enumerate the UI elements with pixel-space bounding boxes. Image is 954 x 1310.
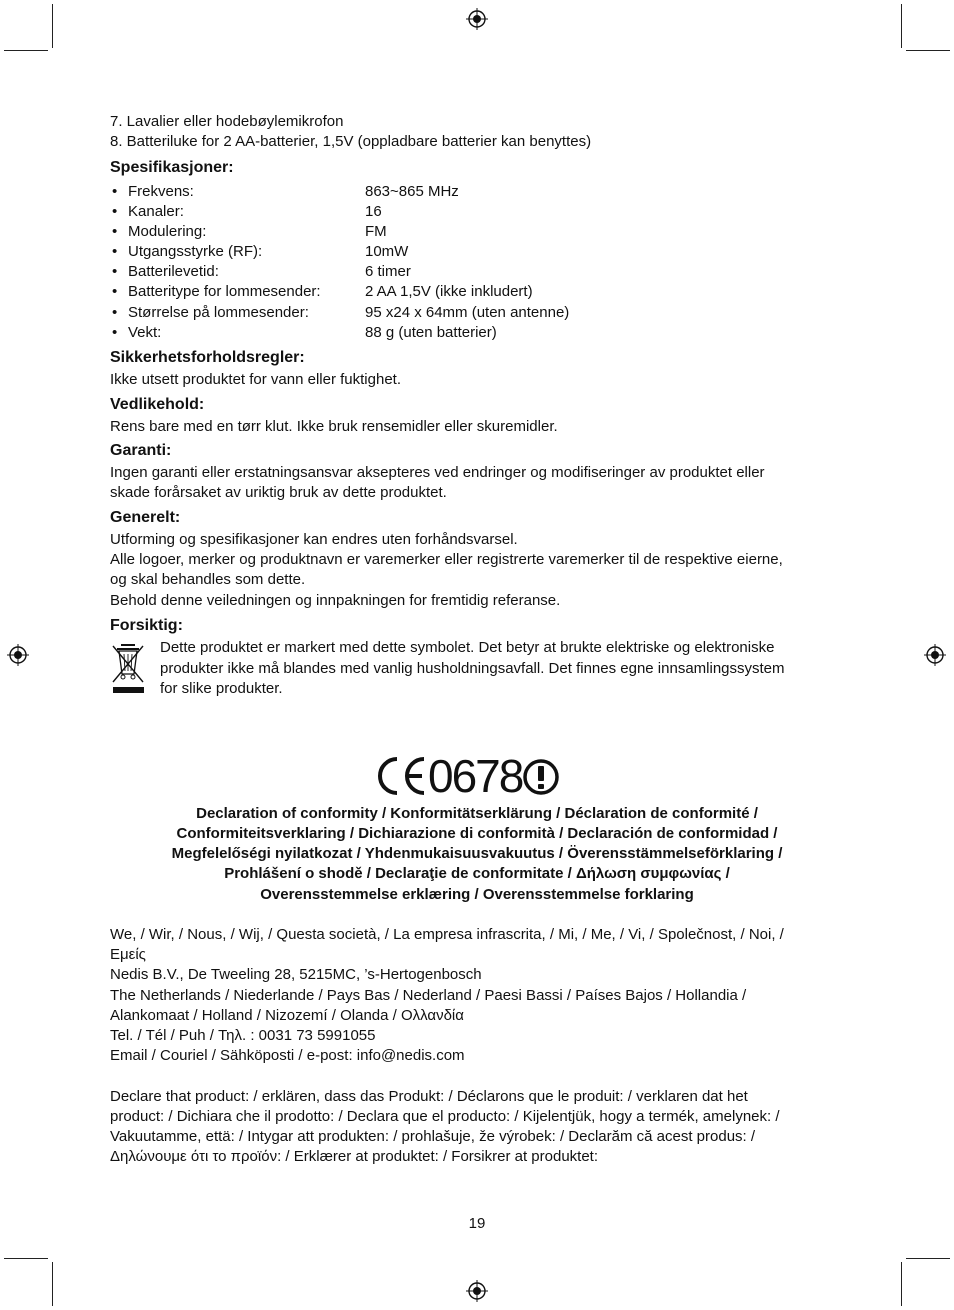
bullet: • [112, 283, 118, 300]
paragraph-line: Behold denne veiledningen og innpakningen for fremtidig referanse. [110, 592, 561, 609]
crop-mark [906, 50, 950, 51]
paragraph-line: Dette produktet er markert med dette symbolet. Det betyr at brukte elektriske og elektroniske [160, 639, 775, 656]
paragraph-line: for slike produkter. [160, 680, 283, 697]
registration-mark-icon [924, 644, 946, 666]
spec-row [0, 182, 954, 202]
ce-mark [372, 752, 562, 802]
alert-class-icon [522, 758, 560, 796]
paragraph-line: Ingen garanti eller erstatningsansvar aksepteres ved endringer og modifiseringer av produktet eller [110, 464, 765, 481]
paragraph-line: Alle logoer, merker og produktnavn er varemerker eller registrerte varemerker til de respektive eierne, [110, 551, 783, 568]
paragraph-line: Utforming og spesifikasjoner kan endres uten forhåndsvarsel. [110, 531, 518, 548]
section-heading-general: Generelt: [110, 509, 181, 526]
paragraph-line: og skal behandles som dette. [110, 571, 306, 588]
page-number: 19 [468, 1215, 486, 1232]
crop-mark [901, 1262, 902, 1306]
section-heading-safety: Sikkerhetsforholdsregler: [110, 349, 305, 366]
spec-row [0, 262, 954, 282]
paragraph-line: The Netherlands / Niederlande / Pays Bas / Nederland / Paesi Bassi / Países Bajos / Hollandia / [110, 987, 747, 1004]
bullet: • [112, 183, 118, 200]
section-heading-maintenance: Vedlikehold: [110, 396, 205, 413]
spec-row [0, 282, 954, 302]
list-item: 7. Lavalier eller hodebøylemikrofon [110, 113, 344, 130]
ce-mark-icon [372, 755, 430, 797]
crop-mark [52, 1262, 53, 1306]
declaration-title-line: Megfelelőségi nyilatkozat / Yhdenmukaisuusvakuutus / Överensstämmelseförklaring / [171, 845, 783, 862]
spec-value: 2 AA 1,5V (ikke inkludert) [365, 283, 533, 300]
paragraph-line: skade forårsaket av uriktig bruk av dette produktet. [110, 484, 447, 501]
bullet: • [112, 263, 118, 280]
paragraph-line: Rens bare med en tørr klut. Ikke bruk rensemidler eller skuremidler. [110, 418, 558, 435]
spec-label: Batterilevetid: [128, 263, 219, 280]
spec-label: Utgangsstyrke (RF): [128, 243, 263, 260]
crop-mark [4, 50, 48, 51]
bullet: • [112, 243, 118, 260]
crop-mark [4, 1258, 48, 1259]
paragraph-line: Εμείς [110, 946, 146, 963]
section-heading-caution: Forsiktig: [110, 617, 183, 634]
bullet: • [112, 203, 118, 220]
spec-label: Vekt: [128, 324, 162, 341]
paragraph-line: Ikke utsett produktet for vann eller fuktighet. [110, 371, 401, 388]
crop-mark [906, 1258, 950, 1259]
crop-mark [52, 4, 53, 48]
bullet: • [112, 324, 118, 341]
spec-row [0, 303, 954, 323]
paragraph-line: produkter ikke må blandes med vanlig husholdningsavfall. Det finnes egne innsamlingssystem [160, 660, 785, 677]
paragraph-line: product: / Dichiara che il prodotto: / Declara que el producto: / Kijelentjük, hogy a termék, amelynek: / [110, 1108, 780, 1125]
spec-row [0, 202, 954, 222]
spec-value: 10mW [365, 243, 409, 260]
registration-mark-icon [466, 8, 488, 30]
notified-body-number: 0678 [428, 750, 523, 802]
spec-row [0, 242, 954, 262]
bullet: • [112, 304, 118, 321]
paragraph-line: We, / Wir, / Nous, / Wij, / Questa società, / La empresa infrascrita, / Mi, / Me, / Vi, / Společnost, / Noi, / [110, 926, 784, 943]
declaration-title-line: Conformiteitsverklaring / Dichiarazione di conformità / Declaración de conformidad / [176, 825, 778, 842]
declaration-title-line: Overensstemmelse erklæring / Overensstemmelse forklaring [260, 886, 694, 903]
crop-mark [901, 4, 902, 48]
registration-mark-icon [466, 1280, 488, 1302]
list-item: 8. Batteriluke for 2 AA-batterier, 1,5V (oppladbare batterier kan benyttes) [110, 133, 592, 150]
spec-label: Størrelse på lommesender: [128, 304, 309, 321]
bullet: • [112, 223, 118, 240]
spec-row [0, 323, 954, 343]
declaration-title-line: Prohlášení o shodě / Declaraţie de conformitate / Δήλωση συμφωνίας / [224, 865, 730, 882]
paragraph-line: Email / Couriel / Sähköposti / e-post: info@nedis.com [110, 1047, 465, 1064]
spec-value: 6 timer [365, 263, 411, 280]
spec-label: Batteritype for lommesender: [128, 283, 321, 300]
spec-label: Frekvens: [128, 183, 194, 200]
paragraph-line: Nedis B.V., De Tweeling 28, 5215MC, ’s-Hertogenbosch [110, 966, 482, 983]
spec-value: 863~865 MHz [365, 183, 459, 200]
paragraph-line: Alankomaat / Holland / Nizozemí / Olanda / Ολλανδία [110, 1007, 464, 1024]
declaration-title-line: Declaration of conformity / Konformitätserklärung / Déclaration de conformité / [196, 805, 758, 822]
spec-value: 16 [365, 203, 382, 220]
weee-crossed-bin-icon [110, 640, 146, 698]
spec-label: Kanaler: [128, 203, 184, 220]
paragraph-line: Δηλώνουμε ότι το προϊόν: / Erklærer at produktet: / Forsikrer at produktet: [110, 1148, 599, 1165]
spec-label: Modulering: [128, 223, 207, 240]
spec-value: 95 x24 x 64mm (uten antenne) [365, 304, 570, 321]
spec-row [0, 222, 954, 242]
paragraph-line: Tel. / Tél / Puh / Τηλ. : 0031 73 5991055 [110, 1027, 376, 1044]
section-heading-specs: Spesifikasjoner: [110, 159, 234, 176]
spec-value: 88 g (uten batterier) [365, 324, 497, 341]
section-heading-warranty: Garanti: [110, 442, 172, 459]
paragraph-line: Declare that product: / erklären, dass das Produkt: / Déclarons que le produit: / verklaren dat het [110, 1088, 748, 1105]
paragraph-line: Vakuutamme, että: / Intygar att produkten: / prohlašuje, že výrobek: / Declarăm că acest produs: / [110, 1128, 756, 1145]
registration-mark-icon [7, 644, 29, 666]
spec-value: FM [365, 223, 387, 240]
